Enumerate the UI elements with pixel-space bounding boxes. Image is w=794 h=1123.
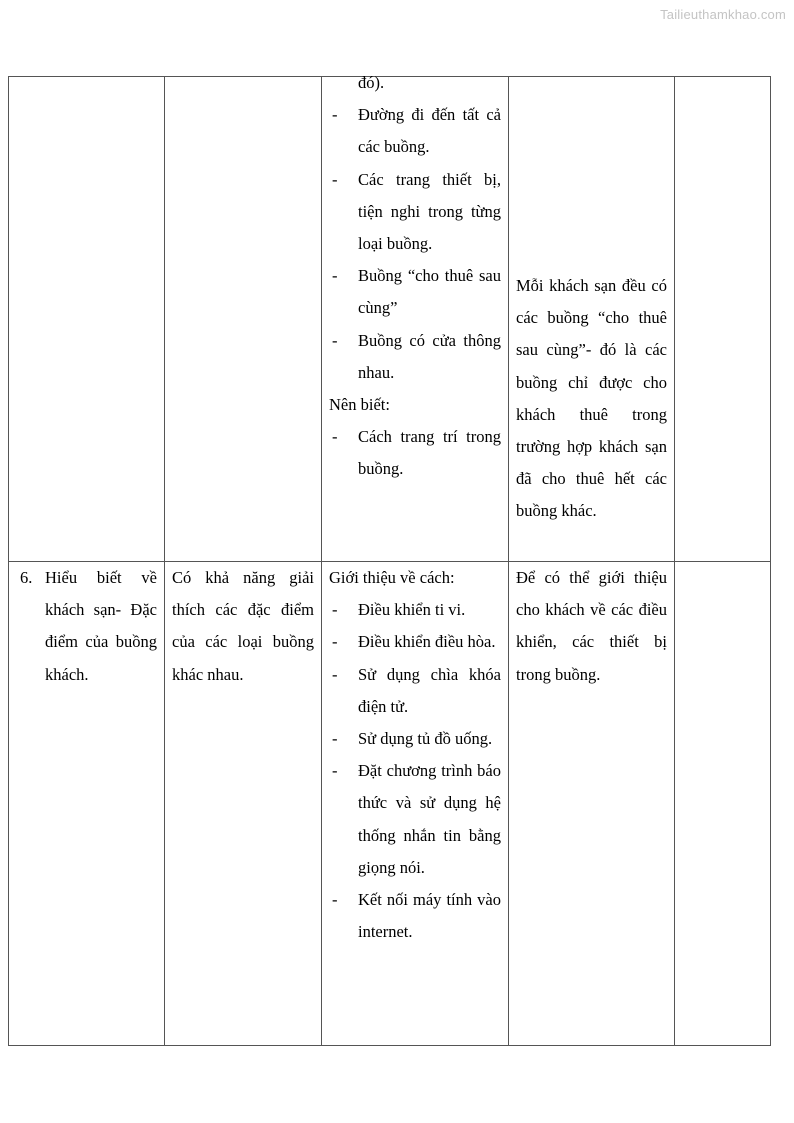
list-item: - Các trang thiết bị, tiện nghi trong từng loại buồng. (329, 164, 501, 261)
list-item: - Cách trang trí trong buồng. (329, 421, 501, 485)
list-item: - Kết nối máy tính vào internet. (329, 884, 501, 948)
subheading-introduce: Giới thiệu về cách: (329, 568, 455, 587)
knowledge-text: Hiểu biết về khách sạn- Đặc điểm của buồng khách. (45, 568, 157, 684)
note-text: Để có thể giới thiệu cho khách về các điều khiển, các thiết bị trong buồng. (516, 568, 667, 684)
content-fragment: đó). (358, 73, 385, 92)
list-item: - Điều khiển ti vi. (329, 594, 501, 626)
list-item: - Điều khiển điều hòa. (329, 626, 501, 658)
skill-text: Có khả năng giải thích các đặc điểm của các loại buồng khác nhau. (172, 568, 314, 684)
cell-skill-empty (165, 77, 322, 562)
item-number: 6. (20, 568, 33, 587)
subheading-should-know: Nên biết: (329, 395, 390, 415)
cell-knowledge-empty (9, 77, 165, 562)
note-text: Mỗi khách sạn đều có các buồng “cho thuê sau cùng”- đó là các buồng chỉ được cho khách thuê trong trường hợp khách sạn đã cho thuê hết các buồng khác. (516, 276, 667, 521)
list-item: - Sử dụng chìa khóa điện tử. (329, 659, 501, 723)
cell-content (322, 73, 509, 562)
list-item: - Sử dụng tủ đồ uống. (329, 723, 501, 755)
cell-extra-empty (675, 77, 771, 562)
cell-content (322, 562, 509, 1046)
cell-knowledge (9, 562, 165, 1046)
content-list (329, 594, 501, 948)
table-row-6 (9, 562, 771, 1046)
list-item: - Buồng có cửa thông nhau. (329, 325, 501, 389)
list-item: - Buồng “cho thuê sau cùng” (329, 260, 501, 324)
numbered-item (16, 562, 157, 691)
table-row-continued (9, 77, 771, 562)
content-table (8, 73, 771, 1046)
list-item: - Đặt chương trình báo thức và sử dụng hệ thống nhắn tin bằng giọng nói. (329, 755, 501, 884)
cell-note (509, 562, 675, 1046)
cell-note (509, 77, 675, 562)
cell-skill (165, 562, 322, 1046)
list-item: - Đường đi đến tất cả các buồng. (329, 99, 501, 163)
cell-extra-empty (675, 562, 771, 1046)
watermark: Tailieuthamkhao.com (660, 7, 786, 22)
content-list-2 (329, 421, 501, 485)
content-list (329, 99, 501, 389)
